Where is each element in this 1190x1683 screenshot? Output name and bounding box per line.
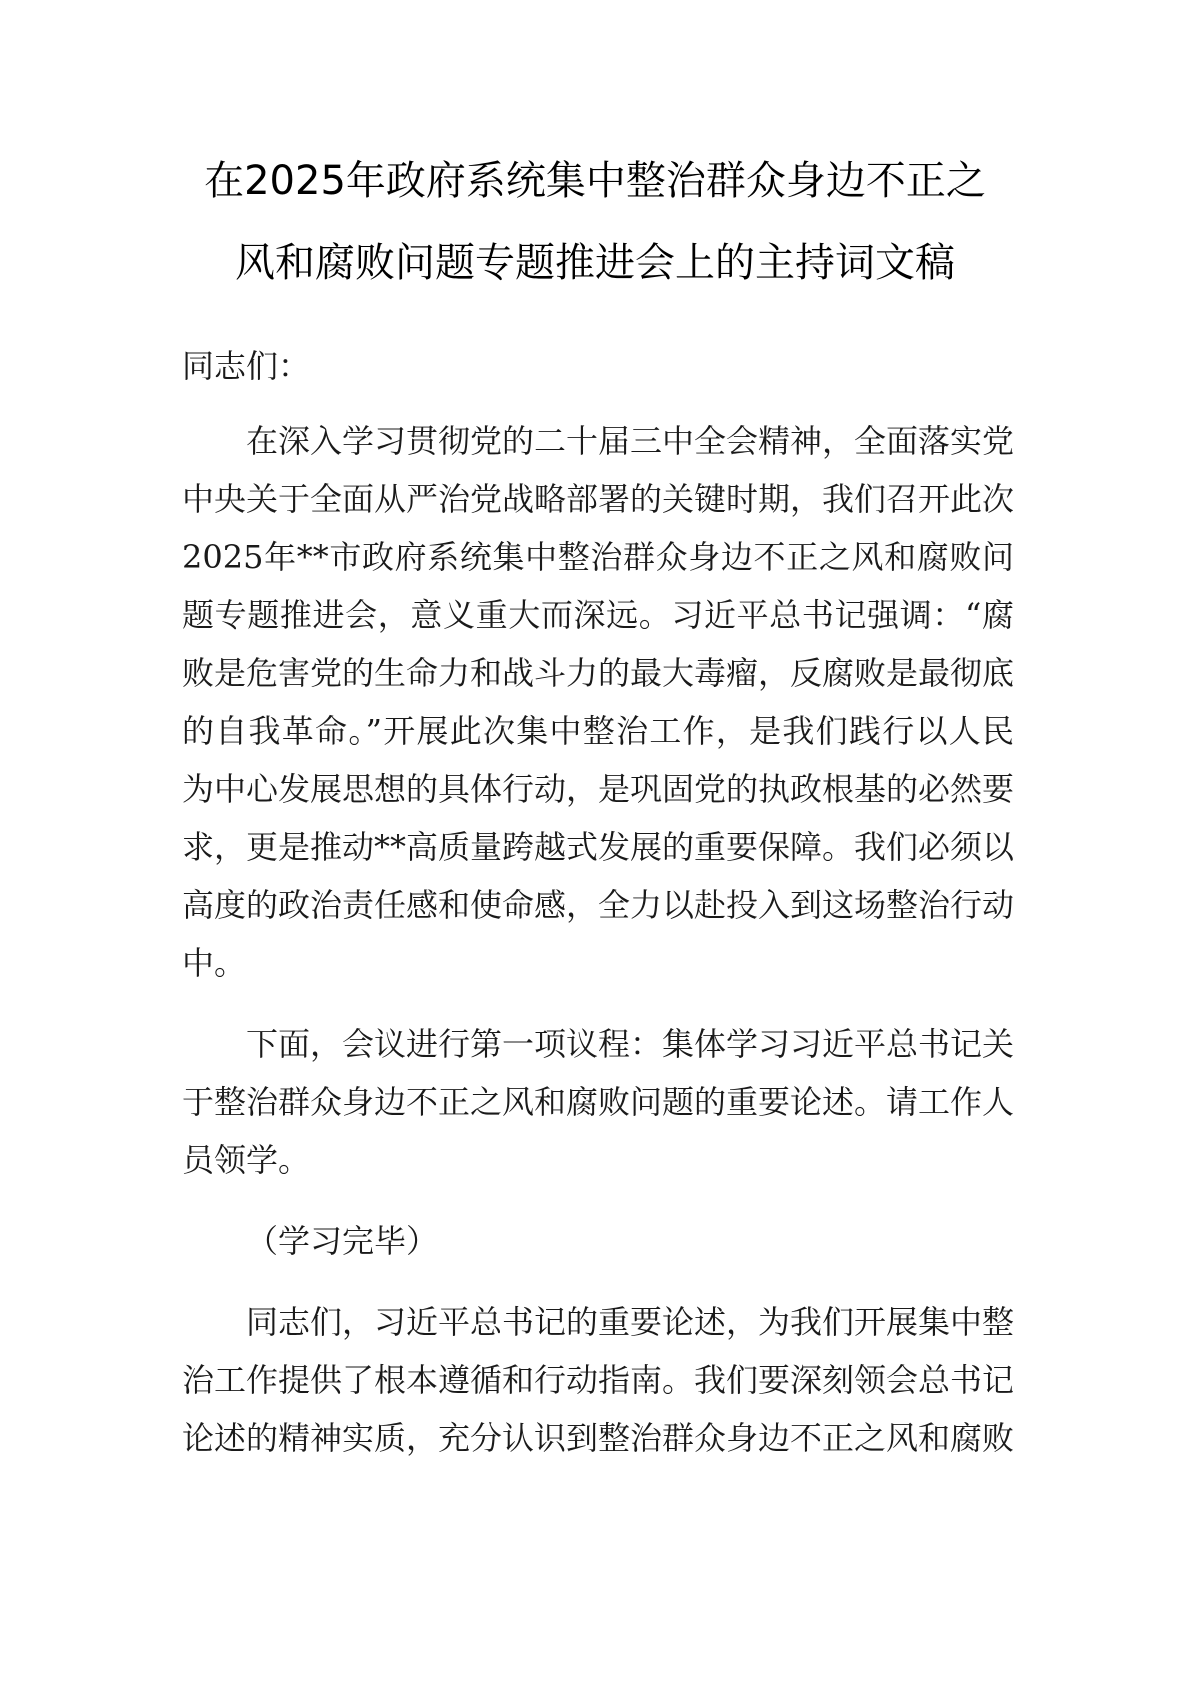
paragraph-opening: 在深入学习贯彻党的二十届三中全会精神，全面落实党中央关于全面从严治党战略部署的关键时期，我们召开此次2025年**市政府系统集中整治群众身边不正之风和腐败问题专题推进会，意义重大而深远。习近平总书记强调：“腐败是危害党的生命力和战斗力的最大毒瘤，反腐败是最彻底的自我革命。”开展此次集中整治工作，是我们践行以人民为中心发展思想的具体行动，是巩固党的执政根基的必然要求，更是推动**高质量跨越式发展的重要保障。我们必须以高度的政治责任感和使命感，全力以赴投入到这场整治行动中。 — [182, 422, 1015, 982]
salutation: 同志们： — [182, 347, 311, 385]
document-body — [182, 337, 1014, 1490]
paragraph-study-complete: （学习完毕） — [246, 1222, 439, 1260]
title-line-1: 在2025年政府系统集中整治群众身边不正之 — [204, 158, 986, 204]
title-line-2: 风和腐败问题专题推进会上的主持词文稿 — [235, 240, 955, 286]
paragraph-closing: 同志们，习近平总书记的重要论述，为我们开展集中整治工作提供了根本遵循和行动指南。我们要深刻领会总书记论述的精神实质，充分认识到整治群众身边不正之风和腐败 — [182, 1303, 1015, 1457]
document-title — [182, 140, 1008, 304]
paragraph-agenda-item-1: 下面，会议进行第一项议程：集体学习习近平总书记关于整治群众身边不正之风和腐败问题的重要论述。请工作人员领学。 — [182, 1025, 1015, 1179]
